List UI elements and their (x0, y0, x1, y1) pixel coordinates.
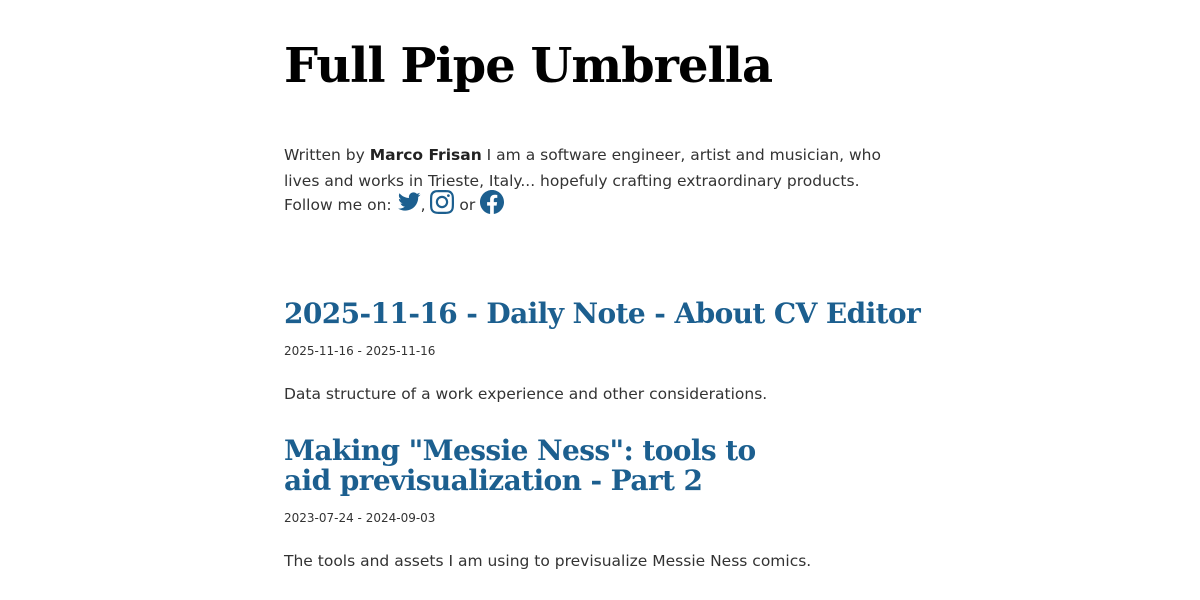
twitter-link[interactable] (397, 190, 421, 214)
bio-text: I am a software engineer, artist and musician, who lives and works in Trieste, Italy... hopefuly crafting extraordinary products. (284, 146, 881, 190)
instagram-icon (430, 190, 454, 214)
post-item (284, 299, 924, 403)
post-item (284, 436, 924, 570)
post-title-link[interactable]: Making "Messie Ness": tools to aid previsualization - Part 2 (284, 434, 756, 497)
post-dates: 2025-11-16 - 2025-11-16 (284, 344, 436, 358)
facebook-link[interactable] (480, 190, 504, 214)
instagram-link[interactable] (430, 190, 454, 214)
post-dates: 2023-07-24 - 2024-09-03 (284, 511, 436, 525)
site-title[interactable]: Full Pipe Umbrella (284, 38, 773, 94)
post-summary: The tools and assets I am using to previsualize Messie Ness comics. (284, 552, 812, 570)
post-title-link[interactable]: 2025-11-16 - Daily Note - About CV Editor (284, 297, 921, 330)
comma-separator: , (420, 196, 426, 214)
author-name: Marco Frisan (369, 146, 482, 164)
post-summary: Data structure of a work experience and other considerations. (284, 385, 768, 403)
or-separator: or (454, 196, 481, 214)
facebook-icon (480, 190, 504, 214)
follow-label: Follow me on: (284, 196, 397, 214)
follow-me (284, 190, 504, 218)
twitter-icon (397, 190, 421, 214)
bio-prefix: Written by (284, 146, 370, 164)
author-bio (284, 142, 904, 194)
